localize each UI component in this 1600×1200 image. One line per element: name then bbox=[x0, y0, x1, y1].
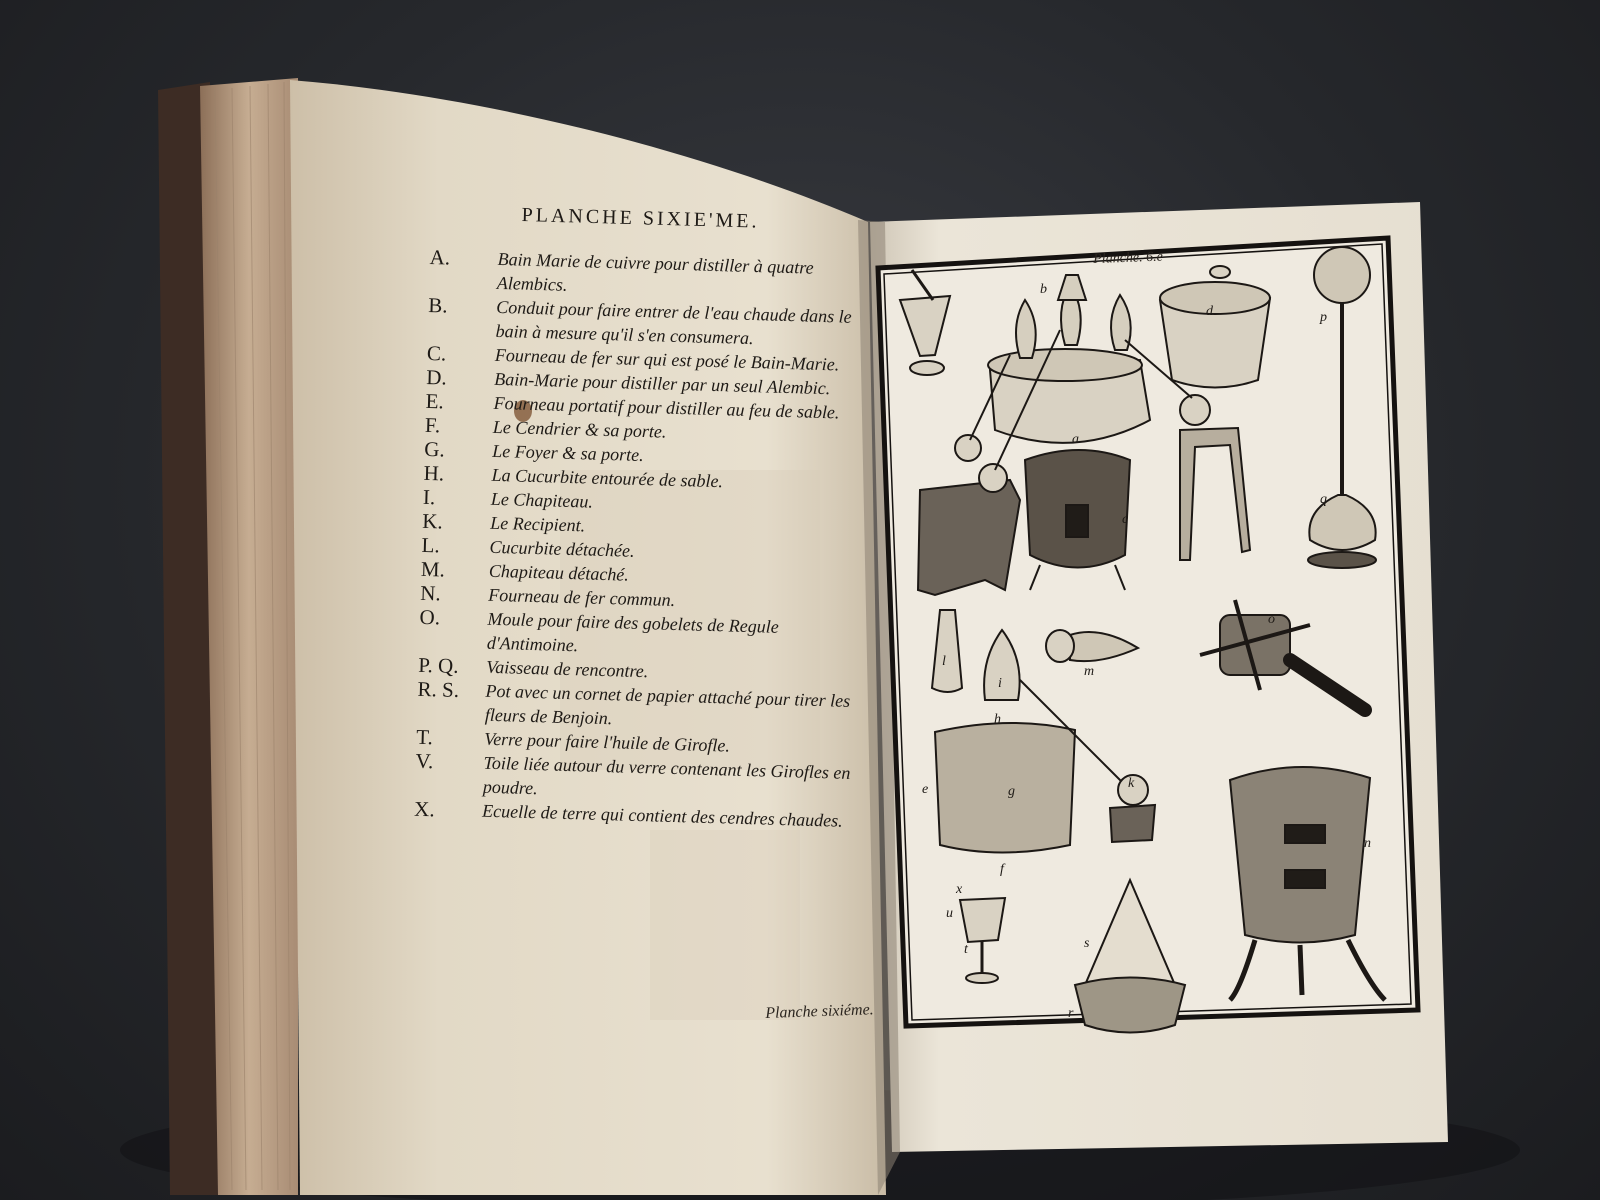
legend-text: Pot avec un cornet de papier attaché pour tirer les fleurs de Benjoin. bbox=[484, 680, 851, 729]
legend-letter: O. bbox=[419, 604, 441, 630]
figure-label-e: e bbox=[922, 782, 929, 797]
legend-letter: E. bbox=[425, 388, 445, 414]
figure-label-g: g bbox=[1008, 784, 1015, 799]
figure-label-u: u bbox=[946, 906, 953, 921]
legend-text: Conduit pour faire entrer de l'eau chaude dans le bain à mesure qu'il s'en consumera. bbox=[495, 296, 852, 349]
legend-letter: G. bbox=[423, 436, 446, 462]
plate-title: Planche. 6.e bbox=[1093, 249, 1164, 267]
legend-letter: F. bbox=[424, 412, 441, 438]
legend-text: Ecuelle de terre qui contient des cendres chaudes. bbox=[481, 800, 843, 831]
legend-letter: L. bbox=[421, 532, 441, 558]
figure-label-x: x bbox=[956, 882, 963, 897]
figure-label-q: q bbox=[1320, 492, 1327, 507]
figure-label-m: m bbox=[1084, 664, 1095, 679]
glass-figure bbox=[960, 898, 1005, 942]
figure-label-n: n bbox=[1364, 836, 1371, 851]
figure-label-k: k bbox=[1128, 776, 1135, 791]
legend-text: Verre pour faire l'huile de Girofle. bbox=[483, 728, 731, 756]
legend-letter: I. bbox=[422, 484, 436, 510]
legend-text: Le Recipient. bbox=[489, 512, 586, 536]
legend-text: Le Chapiteau. bbox=[490, 488, 594, 512]
legend-letter: R. S. bbox=[417, 676, 460, 702]
figure-label-f: f bbox=[1000, 862, 1004, 877]
legend-list bbox=[414, 245, 870, 833]
figure-label-c: c bbox=[1122, 512, 1129, 527]
legend-text: Bain Marie de cuivre pour distiller à quatre Alembics. bbox=[496, 248, 814, 295]
legend-text: Fourneau de fer commun. bbox=[487, 584, 676, 610]
legend-text: Moule pour faire des gobelets de Regule d'Antimoine. bbox=[486, 608, 780, 656]
legend-text: Le Foyer & sa porte. bbox=[491, 440, 644, 466]
figure-label-l: l bbox=[942, 654, 946, 669]
page-title: PLANCHE SIXIE'ME. bbox=[521, 204, 760, 233]
legend-letter: M. bbox=[420, 556, 446, 582]
legend-text: La Cucurbite entourée de sable. bbox=[491, 464, 724, 492]
legend-text: Chapiteau détaché. bbox=[488, 560, 630, 585]
legend-letter: X. bbox=[413, 796, 436, 822]
page-footer-caption: Planche sixiéme. bbox=[765, 1001, 874, 1022]
legend-letter: D. bbox=[425, 364, 448, 390]
figure-label-t: t bbox=[964, 942, 968, 957]
legend-text: Fourneau de fer sur qui est posé le Bain-Marie. bbox=[494, 344, 840, 375]
figure-label-a: a bbox=[1072, 432, 1079, 447]
figure-label-s: s bbox=[1084, 936, 1090, 951]
legend-letter: B. bbox=[427, 292, 448, 318]
figure-label-o: o bbox=[1268, 612, 1275, 627]
legend-letter: K. bbox=[421, 508, 444, 534]
legend-letter: H. bbox=[423, 460, 445, 486]
legend-text: Cucurbite détachée. bbox=[489, 536, 635, 561]
legend-text: Toile liée autour du verre contenant les Girofles en poudre. bbox=[482, 752, 851, 799]
figure-label-p: p bbox=[1320, 310, 1327, 325]
vaisseau-figure bbox=[1314, 247, 1370, 303]
figure-label-b: b bbox=[1040, 282, 1047, 297]
legend-text: Le Cendrier & sa porte. bbox=[492, 416, 667, 442]
legend-letter: T. bbox=[415, 724, 434, 750]
portable-furnace-figure bbox=[935, 723, 1075, 853]
legend-letter: A. bbox=[429, 245, 451, 270]
figure-label-h: h bbox=[994, 712, 1001, 727]
legend-text: Fourneau portatif pour distiller au feu de sable. bbox=[493, 392, 840, 423]
legend-letter: N. bbox=[419, 580, 442, 606]
legend-letter: P. Q. bbox=[417, 652, 459, 678]
figure-label-i: i bbox=[998, 676, 1002, 691]
figure-label-r: r bbox=[1068, 1006, 1074, 1021]
legend-text: Vaisseau de rencontre. bbox=[485, 656, 649, 682]
legend-text: Bain-Marie pour distiller par un seul Alembic. bbox=[494, 368, 831, 399]
legend-letter: C. bbox=[426, 340, 447, 366]
figure-label-d: d bbox=[1206, 304, 1213, 319]
legend-letter: V. bbox=[415, 748, 434, 774]
common-furnace-figure bbox=[1230, 767, 1370, 943]
